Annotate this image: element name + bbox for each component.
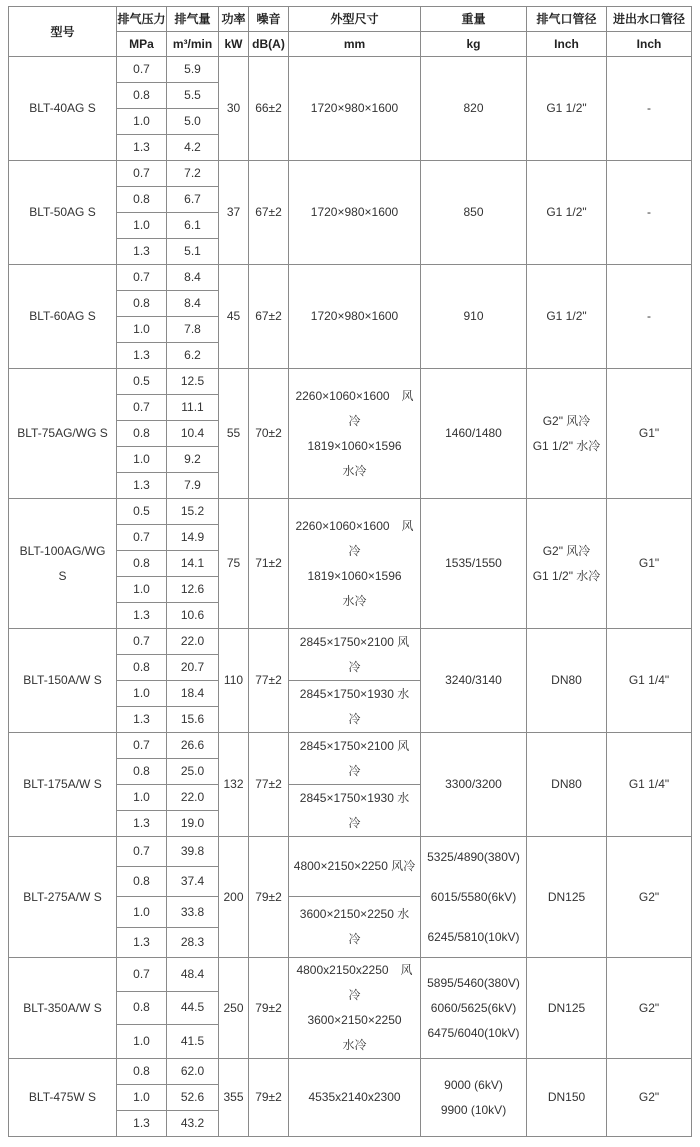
header-dims: 外型尺寸 (289, 7, 421, 32)
header-flow: 排气量 (167, 7, 219, 32)
outlet-line: G1 1/2" 水冷 (532, 438, 601, 453)
model-cell: BLT-350A/W S (9, 958, 117, 1059)
table-row (9, 837, 692, 867)
pressure-cell: 1.0 (117, 213, 167, 239)
flow-cell: 5.0 (167, 109, 219, 135)
header-pressure: 排气压力 (117, 7, 167, 32)
pressure-cell: 1.3 (117, 603, 167, 629)
unit-pressure: MPa (117, 32, 167, 57)
model-line: BLT-100AG/WG (19, 543, 106, 558)
flow-cell: 22.0 (167, 629, 219, 655)
dims-cell: 1720×980×1600 (289, 265, 421, 369)
dims-line: 冷 (348, 543, 361, 558)
weight-cell: 850 (421, 161, 527, 265)
flow-cell: 15.6 (167, 707, 219, 733)
weight-line: 9000 (6kV) (444, 1077, 503, 1092)
water-cell: G1" (607, 369, 692, 499)
noise-cell: 67±2 (249, 161, 289, 265)
outlet-cell: DN80 (527, 629, 607, 733)
noise-cell: 79±2 (249, 958, 289, 1059)
dims-cell-air (289, 733, 421, 785)
pressure-cell: 1.0 (117, 785, 167, 811)
water-cell: G1 1/4" (607, 629, 692, 733)
weight-line: 9900 (10kV) (440, 1102, 507, 1117)
outlet-line: G1 1/2" 水冷 (532, 568, 601, 583)
power-cell: 55 (219, 369, 249, 499)
power-cell: 37 (219, 161, 249, 265)
outlet-cell: DN125 (527, 958, 607, 1059)
dims-line: 冷 (348, 932, 361, 946)
flow-cell: 44.5 (167, 991, 219, 1025)
pressure-cell: 1.3 (117, 928, 167, 958)
model-cell: BLT-475W S (9, 1059, 117, 1137)
model-cell (9, 499, 117, 629)
power-cell: 132 (219, 733, 249, 837)
noise-cell: 67±2 (249, 265, 289, 369)
unit-dims: mm (289, 32, 421, 57)
pressure-cell: 0.8 (117, 759, 167, 785)
flow-cell: 6.7 (167, 187, 219, 213)
weight-cell: 820 (421, 57, 527, 161)
flow-cell: 12.6 (167, 577, 219, 603)
header-model: 型号 (9, 7, 117, 57)
flow-cell: 28.3 (167, 928, 219, 958)
pressure-cell: 0.5 (117, 369, 167, 395)
pressure-cell: 0.7 (117, 629, 167, 655)
flow-cell: 20.7 (167, 655, 219, 681)
dims-line: 水冷 (342, 463, 367, 478)
noise-cell: 71±2 (249, 499, 289, 629)
dims-line: 3600×2150×2250 水 (299, 907, 410, 921)
dims-cell-air (289, 629, 421, 681)
weight-cell: 3240/3140 (421, 629, 527, 733)
flow-cell: 14.9 (167, 525, 219, 551)
flow-cell: 8.4 (167, 265, 219, 291)
dims-line: 1819×1060×1596 (307, 438, 402, 453)
flow-cell: 26.6 (167, 733, 219, 759)
header-weight: 重量 (421, 7, 527, 32)
dims-line: 2260×1060×1600 风 (295, 518, 414, 533)
outlet-cell: G1 1/2" (527, 57, 607, 161)
pressure-cell: 0.7 (117, 57, 167, 83)
table-row (9, 499, 692, 525)
pressure-cell: 0.7 (117, 733, 167, 759)
pressure-cell: 0.8 (117, 867, 167, 897)
water-cell: G1" (607, 499, 692, 629)
weight-cell: 3300/3200 (421, 733, 527, 837)
pressure-cell: 1.3 (117, 135, 167, 161)
flow-cell: 15.2 (167, 499, 219, 525)
unit-flow: m³/min (167, 32, 219, 57)
dims-cell (289, 958, 421, 1059)
model-cell: BLT-175A/W S (9, 733, 117, 837)
model-cell: BLT-275A/W S (9, 837, 117, 958)
flow-cell: 22.0 (167, 785, 219, 811)
noise-cell: 70±2 (249, 369, 289, 499)
dims-line: 3600×2150×2250 (307, 1013, 402, 1027)
pressure-cell: 0.7 (117, 395, 167, 421)
power-cell: 45 (219, 265, 249, 369)
power-cell: 75 (219, 499, 249, 629)
pressure-cell: 1.3 (117, 473, 167, 499)
outlet-cell: DN125 (527, 837, 607, 958)
flow-cell: 6.2 (167, 343, 219, 369)
dims-line: 1819×1060×1596 (307, 568, 402, 583)
dims-line: 冷 (348, 711, 361, 726)
flow-cell: 7.9 (167, 473, 219, 499)
weight-cell: 910 (421, 265, 527, 369)
pressure-cell: 0.7 (117, 525, 167, 551)
pressure-cell: 0.8 (117, 655, 167, 681)
flow-cell: 11.1 (167, 395, 219, 421)
dims-cell-water (289, 681, 421, 733)
dims-line: 2845×1750×1930 水 (299, 790, 410, 805)
table-row (9, 733, 692, 759)
pressure-cell: 0.8 (117, 291, 167, 317)
pressure-cell: 1.3 (117, 707, 167, 733)
dims-cell (289, 369, 421, 499)
dims-line: 冷 (348, 659, 361, 674)
header-water: 进出水口管径 (607, 7, 692, 32)
model-cell: BLT-60AG S (9, 265, 117, 369)
flow-cell: 25.0 (167, 759, 219, 785)
pressure-cell: 1.3 (117, 1111, 167, 1137)
flow-cell: 14.1 (167, 551, 219, 577)
water-cell: G2" (607, 958, 692, 1059)
noise-cell: 79±2 (249, 1059, 289, 1137)
model-cell: BLT-75AG/WG S (9, 369, 117, 499)
dims-cell: 1720×980×1600 (289, 57, 421, 161)
unit-water: Inch (607, 32, 692, 57)
pressure-cell: 1.3 (117, 239, 167, 265)
flow-cell: 8.4 (167, 291, 219, 317)
dims-line: 冷 (348, 763, 361, 778)
water-cell: - (607, 161, 692, 265)
noise-cell: 79±2 (249, 837, 289, 958)
outlet-line: G2" 风冷 (542, 413, 591, 428)
pressure-cell: 0.8 (117, 991, 167, 1025)
flow-cell: 10.6 (167, 603, 219, 629)
dims-cell (289, 499, 421, 629)
pressure-cell: 0.7 (117, 958, 167, 992)
dims-line: 冷 (348, 988, 361, 1002)
water-cell: - (607, 57, 692, 161)
outlet-cell (527, 499, 607, 629)
flow-cell: 37.4 (167, 867, 219, 897)
weight-cell (421, 1059, 527, 1137)
weight-cell: 1535/1550 (421, 499, 527, 629)
dims-cell-water (289, 785, 421, 837)
water-cell: G2" (607, 837, 692, 958)
dims-line: 2845×1750×1930 水 (299, 686, 410, 701)
water-cell: G1 1/4" (607, 733, 692, 837)
noise-cell: 77±2 (249, 629, 289, 733)
spec-table (8, 6, 692, 1137)
flow-cell: 5.9 (167, 57, 219, 83)
dims-cell-air: 4800×2150×2250 风冷 (289, 837, 421, 897)
dims-line: 2845×1750×2100 风 (299, 738, 410, 753)
noise-cell: 77±2 (249, 733, 289, 837)
flow-cell: 5.1 (167, 239, 219, 265)
model-line: S (58, 568, 67, 583)
table-row (9, 1059, 692, 1085)
weight-cell: 1460/1480 (421, 369, 527, 499)
flow-cell: 52.6 (167, 1085, 219, 1111)
flow-cell: 43.2 (167, 1111, 219, 1137)
pressure-cell: 1.0 (117, 897, 167, 928)
weight-line: 5325/4890(380V) (427, 850, 520, 864)
dims-line: 2845×1750×2100 风 (299, 634, 410, 649)
unit-noise: dB(A) (249, 32, 289, 57)
power-cell: 110 (219, 629, 249, 733)
flow-cell: 41.5 (167, 1025, 219, 1059)
pressure-cell: 1.0 (117, 577, 167, 603)
header-noise: 噪音 (249, 7, 289, 32)
power-cell: 30 (219, 57, 249, 161)
weight-line: 5895/5460(380V) (427, 975, 520, 990)
weight-cell (421, 837, 527, 958)
dims-line: 2260×1060×1600 风 (295, 388, 414, 403)
unit-outlet: Inch (527, 32, 607, 57)
pressure-cell: 1.0 (117, 447, 167, 473)
dims-line: 冷 (348, 413, 361, 428)
dims-line: 冷 (348, 815, 361, 830)
table-row (9, 369, 692, 395)
pressure-cell: 0.7 (117, 837, 167, 867)
pressure-cell: 0.8 (117, 421, 167, 447)
power-cell: 200 (219, 837, 249, 958)
table-row (9, 161, 692, 187)
flow-cell: 4.2 (167, 135, 219, 161)
pressure-cell: 1.3 (117, 811, 167, 837)
dims-line: 水冷 (342, 593, 367, 608)
unit-power: kW (219, 32, 249, 57)
flow-cell: 12.5 (167, 369, 219, 395)
pressure-cell: 0.8 (117, 83, 167, 109)
water-cell: G2" (607, 1059, 692, 1137)
weight-cell (421, 958, 527, 1059)
header-outlet: 排气口管径 (527, 7, 607, 32)
weight-line: 6475/6040(10kV) (427, 1025, 520, 1040)
pressure-cell: 1.0 (117, 681, 167, 707)
power-cell: 355 (219, 1059, 249, 1137)
weight-line: 6245/5810(10kV) (427, 930, 520, 944)
outlet-cell: G1 1/2" (527, 161, 607, 265)
outlet-cell: DN80 (527, 733, 607, 837)
pressure-cell: 1.0 (117, 317, 167, 343)
dims-line: 水冷 (342, 1038, 367, 1052)
pressure-cell: 0.7 (117, 161, 167, 187)
dims-cell-water (289, 897, 421, 958)
dims-cell: 1720×980×1600 (289, 161, 421, 265)
pressure-cell: 0.8 (117, 551, 167, 577)
pressure-cell: 0.8 (117, 1059, 167, 1085)
table-row (9, 629, 692, 655)
model-cell: BLT-40AG S (9, 57, 117, 161)
weight-line: 6060/5625(6kV) (430, 1000, 517, 1015)
flow-cell: 9.2 (167, 447, 219, 473)
weight-line: 6015/5580(6kV) (430, 890, 517, 904)
flow-cell: 7.2 (167, 161, 219, 187)
pressure-cell: 1.0 (117, 1085, 167, 1111)
flow-cell: 18.4 (167, 681, 219, 707)
flow-cell: 33.8 (167, 897, 219, 928)
flow-cell: 48.4 (167, 958, 219, 992)
outlet-cell: G1 1/2" (527, 265, 607, 369)
pressure-cell: 0.7 (117, 265, 167, 291)
table-row (9, 958, 692, 992)
dims-line: 4800x2150x2250 风 (296, 963, 413, 977)
outlet-line: G2" 风冷 (542, 543, 591, 558)
dims-cell: 4535x2140x2300 (289, 1059, 421, 1137)
flow-cell: 19.0 (167, 811, 219, 837)
water-cell: - (607, 265, 692, 369)
flow-cell: 7.8 (167, 317, 219, 343)
outlet-cell (527, 369, 607, 499)
pressure-cell: 0.8 (117, 187, 167, 213)
flow-cell: 10.4 (167, 421, 219, 447)
flow-cell: 5.5 (167, 83, 219, 109)
flow-cell: 6.1 (167, 213, 219, 239)
pressure-cell: 1.0 (117, 109, 167, 135)
pressure-cell: 1.3 (117, 343, 167, 369)
table-row (9, 57, 692, 83)
pressure-cell: 1.0 (117, 1025, 167, 1059)
model-cell: BLT-50AG S (9, 161, 117, 265)
pressure-cell: 0.5 (117, 499, 167, 525)
unit-weight: kg (421, 32, 527, 57)
header-power: 功率 (219, 7, 249, 32)
model-cell: BLT-150A/W S (9, 629, 117, 733)
flow-cell: 62.0 (167, 1059, 219, 1085)
noise-cell: 66±2 (249, 57, 289, 161)
flow-cell: 39.8 (167, 837, 219, 867)
table-row (9, 265, 692, 291)
power-cell: 250 (219, 958, 249, 1059)
outlet-cell: DN150 (527, 1059, 607, 1137)
